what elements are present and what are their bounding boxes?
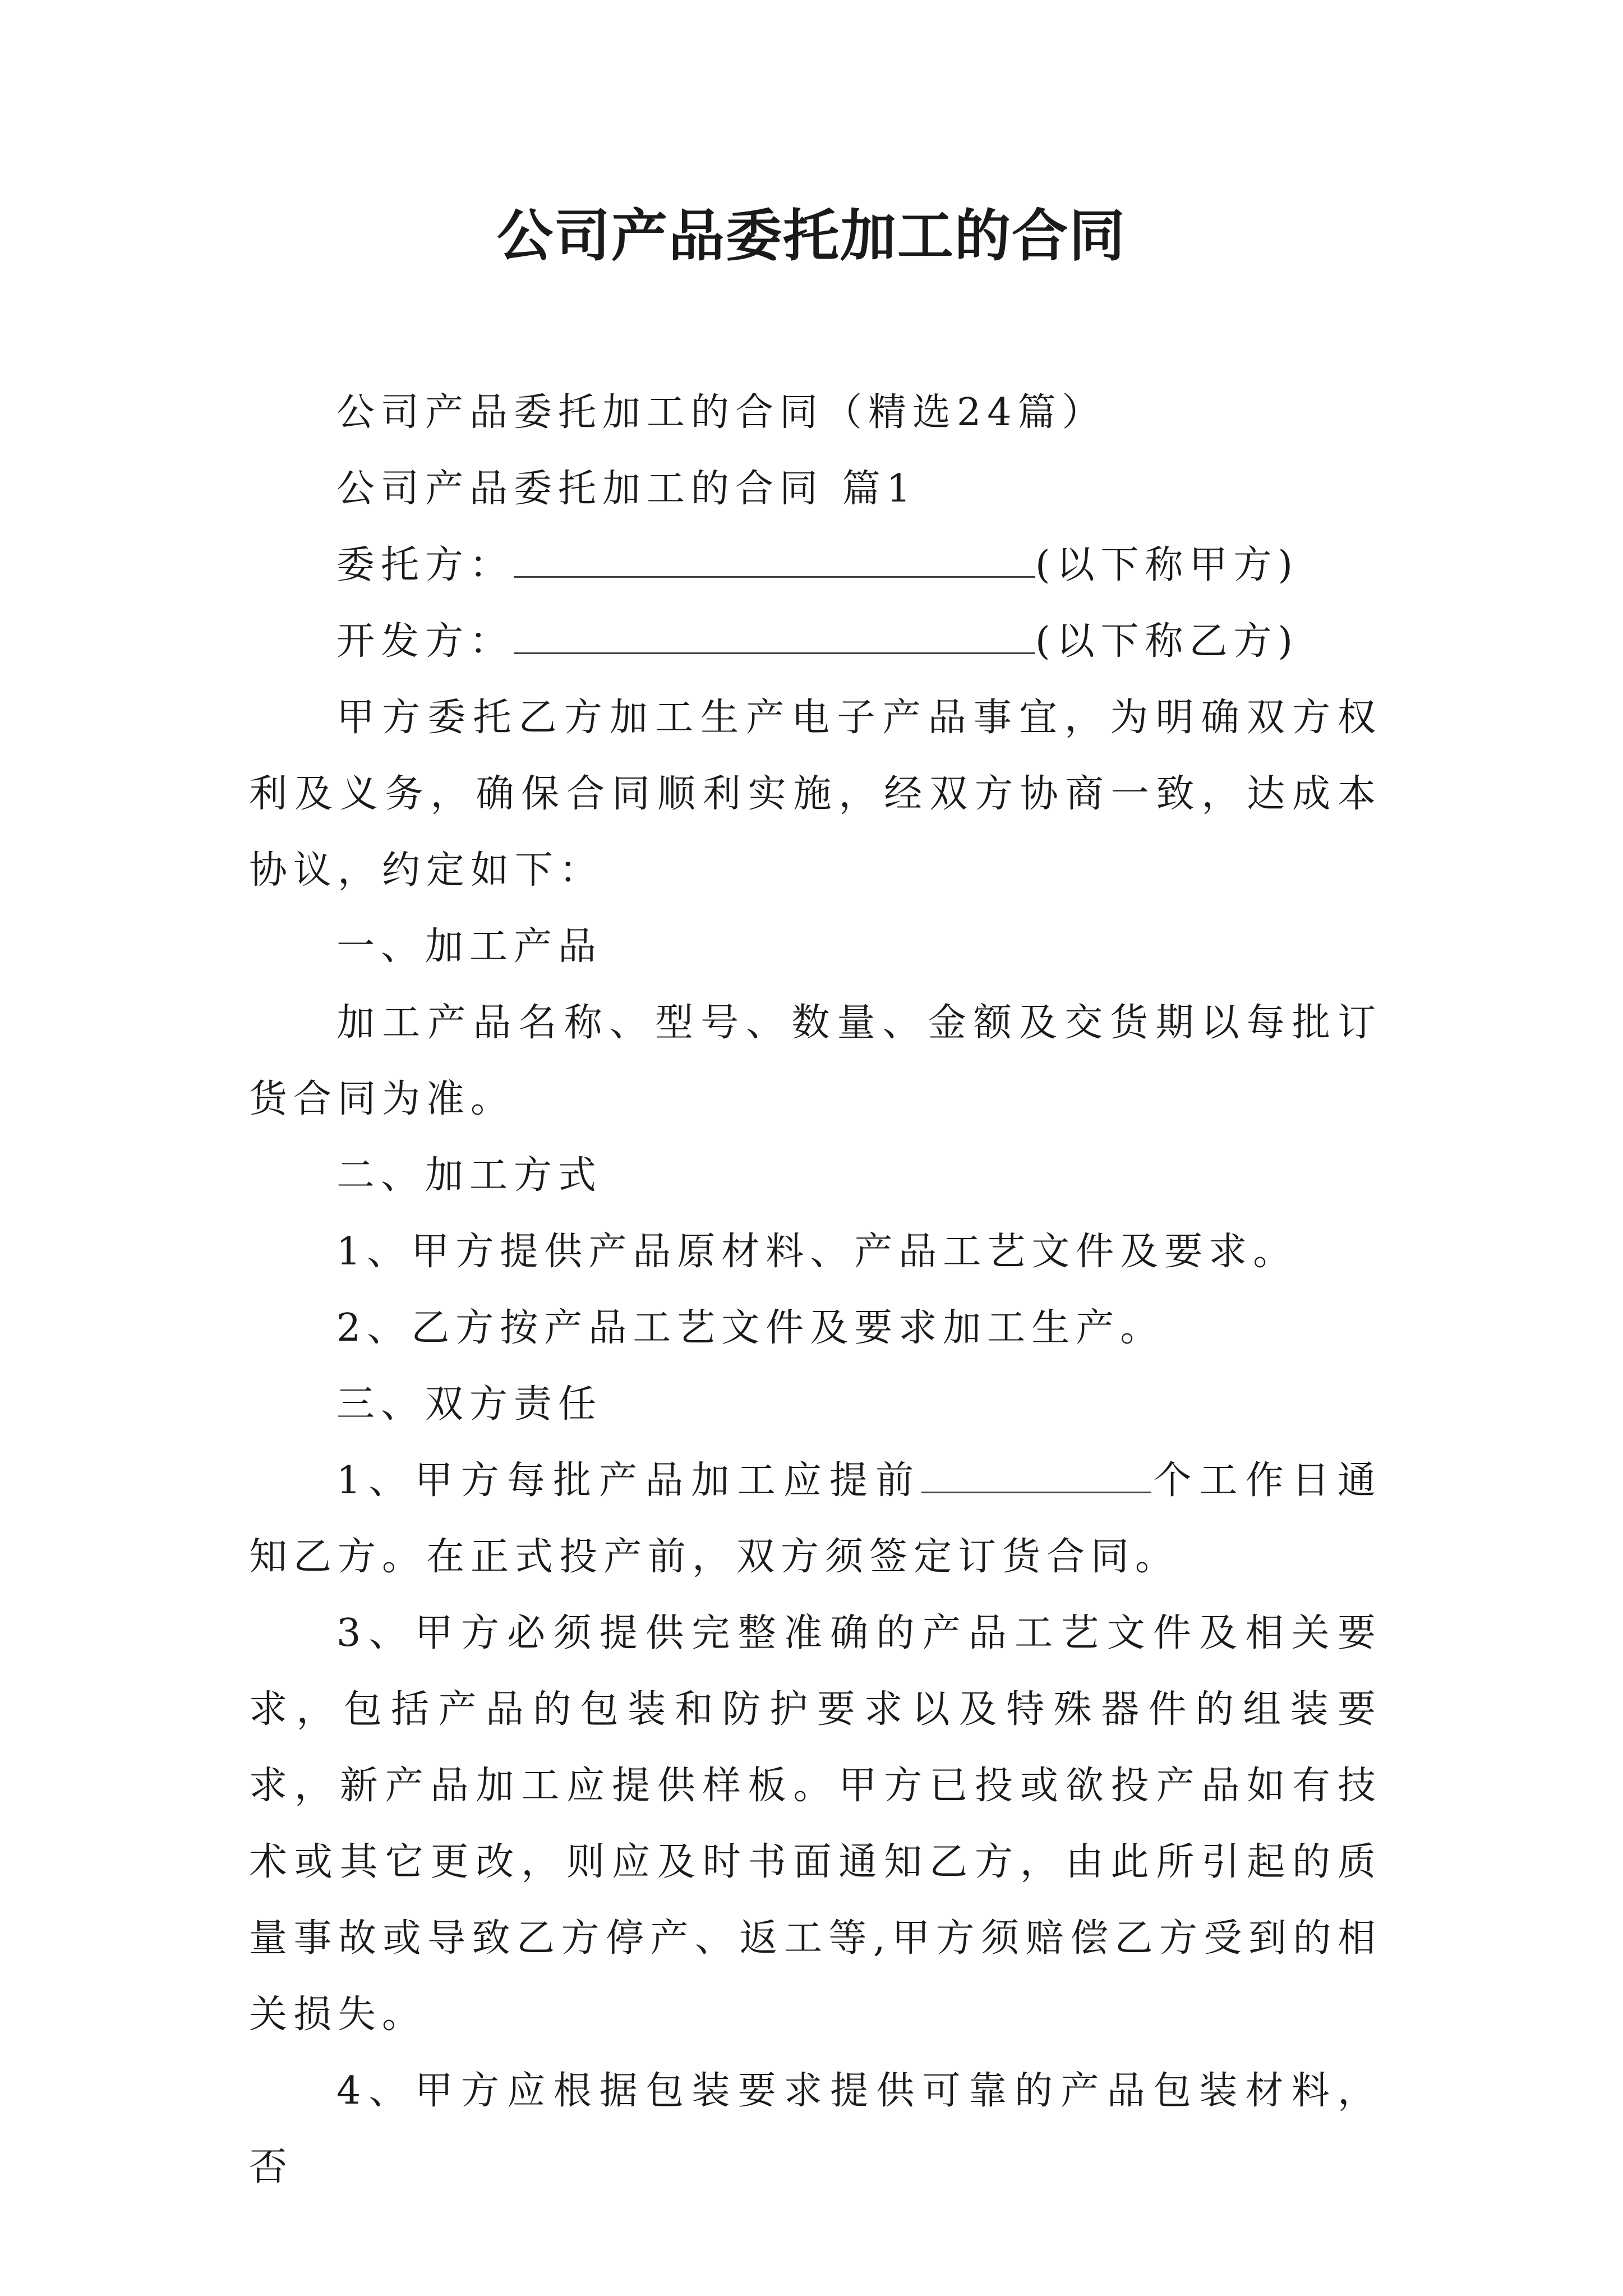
paragraph-1: 加工产品名称、型号、数量、金额及交货期以每批订货合同为准。 bbox=[249, 1001, 1382, 1121]
party-b-blank bbox=[514, 619, 1035, 654]
heading-2: 二、加工方式 bbox=[336, 1153, 603, 1198]
section-heading: 公司产品委托加工的合同 篇1 bbox=[336, 467, 917, 511]
party-a-line bbox=[249, 527, 1382, 604]
document-subtitle: 公司产品委托加工的合同（精选24篇） bbox=[336, 390, 1106, 435]
paragraph-3-4: 4、甲方应根据包装要求提供可靠的产品包装材料，否 bbox=[249, 2069, 1382, 2189]
party-b-suffix: (以下称乙方) bbox=[1035, 619, 1299, 664]
notice-days-blank bbox=[921, 1458, 1151, 1493]
document-body bbox=[249, 375, 1382, 2206]
paragraph-2-2: 2、乙方按产品工艺文件及要求加工生产。 bbox=[336, 1306, 1165, 1350]
party-b-line bbox=[249, 604, 1382, 680]
paragraph-2-1: 1、甲方提供产品原材料、产品工艺文件及要求。 bbox=[336, 1230, 1298, 1274]
heading-1: 一、加工产品 bbox=[336, 924, 603, 969]
party-a-blank bbox=[514, 542, 1035, 578]
paragraph-3-1-prefix: 1、甲方每批产品加工应提前 bbox=[336, 1458, 922, 1503]
paragraph-3-3: 3、甲方必须提供完整准确的产品工艺文件及相关要求，包括产品的包装和防护要求以及特殊器件的组装要求，新产品加工应提供样板。甲方已投或欲投产品如有技术或其它更改，则应及时书面通知乙方，由此所引起的质量事故或导致乙方停产、返工等,甲方须赔偿乙方受到的相关损失。 bbox=[249, 1611, 1382, 2037]
party-a-label: 委托方： bbox=[336, 543, 514, 587]
paragraph-3-1-suffix: 个工作日通知乙方。在正式投产前，双方须签定订货合同。 bbox=[249, 1458, 1382, 1579]
heading-3: 三、双方责任 bbox=[336, 1382, 603, 1427]
document-title: 公司产品委托加工的合同 bbox=[497, 203, 1126, 269]
party-b-label: 开发方： bbox=[336, 619, 514, 664]
party-a-suffix: (以下称甲方) bbox=[1035, 543, 1299, 587]
intro-paragraph: 甲方委托乙方加工生产电子产品事宜，为明确双方权利及义务，确保合同顺利实施，经双方协商一致，达成本协议，约定如下： bbox=[249, 696, 1382, 892]
paragraph-3-1 bbox=[249, 1443, 1382, 1595]
